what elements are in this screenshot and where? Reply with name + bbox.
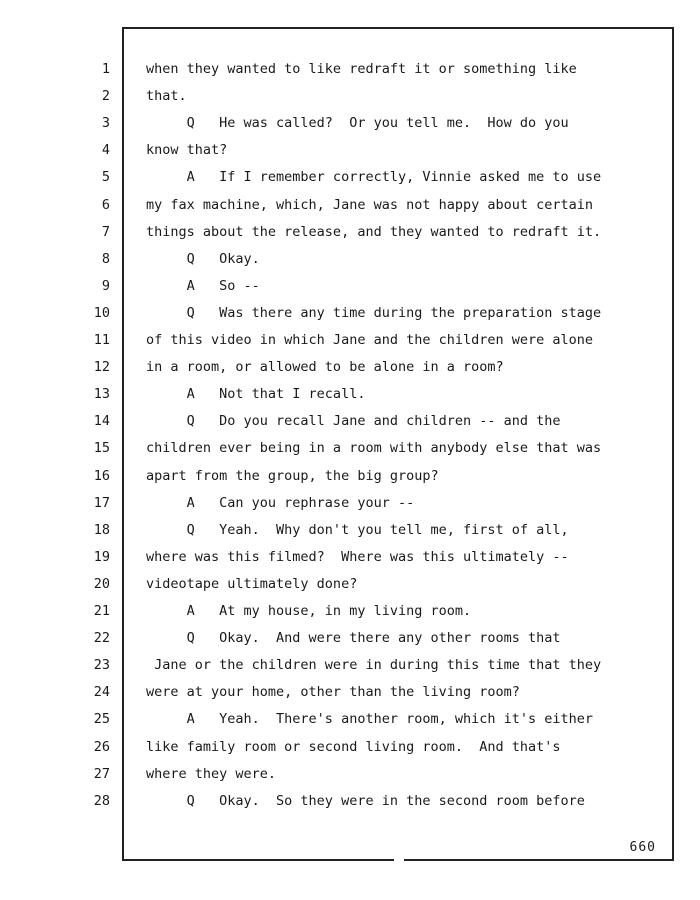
- line-number: 7: [101, 224, 110, 240]
- line-text: A Yeah. There's another room, which it's either: [146, 711, 594, 727]
- page-border-left: [122, 27, 124, 861]
- line-text: apart from the group, the big group?: [146, 468, 439, 484]
- line-number: 17: [93, 495, 110, 511]
- line-number: 19: [93, 549, 110, 565]
- page-border-bottom-left: [122, 859, 394, 861]
- line-number: 24: [93, 684, 110, 700]
- line-text: were at your home, other than the living room?: [146, 684, 520, 700]
- line-text: Q Okay. So they were in the second room before: [146, 793, 585, 809]
- line-number: 1: [101, 61, 110, 77]
- line-text: Q He was called? Or you tell me. How do you: [146, 115, 569, 131]
- line-text: A If I remember correctly, Vinnie asked me to use: [146, 169, 602, 185]
- line-number: 11: [93, 332, 110, 348]
- page-border-bottom-right: [404, 859, 674, 861]
- line-text: A So --: [146, 278, 260, 294]
- line-text: videotape ultimately done?: [146, 576, 358, 592]
- line-text: Jane or the children were in during this time that they: [146, 657, 602, 673]
- line-text: that.: [146, 88, 187, 104]
- line-number: 6: [101, 197, 110, 213]
- line-number: 15: [93, 440, 110, 456]
- line-number: 28: [93, 793, 110, 809]
- line-number: 18: [93, 522, 110, 538]
- line-text: of this video in which Jane and the children were alone: [146, 332, 594, 348]
- line-text: know that?: [146, 142, 228, 158]
- line-text: when they wanted to like redraft it or something like: [146, 61, 577, 77]
- line-text: where they were.: [146, 766, 277, 782]
- line-text: Q Okay.: [146, 251, 260, 267]
- line-text: Q Was there any time during the preparation stage: [146, 305, 602, 321]
- line-number: 27: [93, 766, 110, 782]
- line-text: Q Do you recall Jane and children -- and the: [146, 413, 561, 429]
- line-number: 21: [93, 603, 110, 619]
- line-number: 2: [101, 88, 110, 104]
- line-number: 5: [101, 169, 110, 185]
- line-number: 3: [101, 115, 110, 131]
- line-text: Q Yeah. Why don't you tell me, first of all,: [146, 522, 569, 538]
- line-text: things about the release, and they wanted to redraft it.: [146, 224, 602, 240]
- line-text: A At my house, in my living room.: [146, 603, 472, 619]
- page-border-top: [122, 27, 674, 29]
- line-number: 12: [93, 359, 110, 375]
- line-text: children ever being in a room with anybody else that was: [146, 440, 602, 456]
- line-text: A Can you rephrase your --: [146, 495, 415, 511]
- line-number: 26: [93, 739, 110, 755]
- line-number: 4: [101, 142, 110, 158]
- line-number: 8: [101, 251, 110, 267]
- page-border-right: [672, 27, 674, 861]
- line-number: 25: [93, 711, 110, 727]
- line-number: 20: [93, 576, 110, 592]
- line-number: 16: [93, 468, 110, 484]
- line-number: 23: [93, 657, 110, 673]
- line-number: 10: [93, 305, 110, 321]
- line-number: 13: [93, 386, 110, 402]
- line-number: 14: [93, 413, 110, 429]
- line-text: A Not that I recall.: [146, 386, 366, 402]
- page-number: 660: [629, 840, 656, 855]
- line-text: my fax machine, which, Jane was not happy about certain: [146, 197, 594, 213]
- line-text: in a room, or allowed to be alone in a room?: [146, 359, 504, 375]
- line-number: 22: [93, 630, 110, 646]
- line-text: like family room or second living room. And that's: [146, 739, 561, 755]
- line-number: 9: [101, 278, 110, 294]
- line-text: Q Okay. And were there any other rooms that: [146, 630, 561, 646]
- line-text: where was this filmed? Where was this ultimately --: [146, 549, 569, 565]
